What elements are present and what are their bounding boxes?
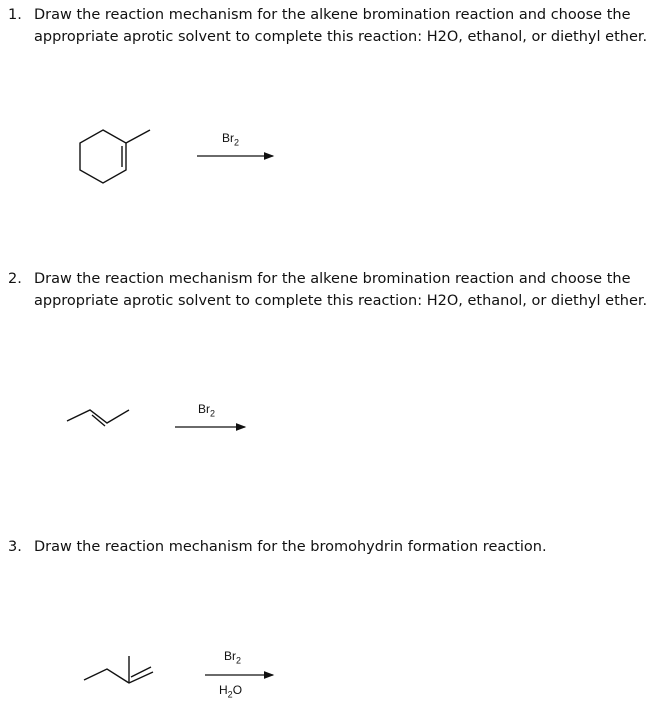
reagent-label-1: $Br_2$ [222,131,240,148]
methylcyclohexene-structure [80,130,150,183]
question-number: 2. [8,271,22,287]
reagent-label-3-top: $Br_2$ [224,649,242,666]
question-text: Draw the reaction mechanism for the alkene bromination reaction and choose the appropriate aprotic solvent to complete this reaction: H2O, ethanol, or diethyl ether. [34,7,648,45]
question-text: Draw the reaction mechanism for the bromohydrin formation reaction. [34,539,547,555]
reagent-label-3-bottom: $H_2O$ [219,683,243,700]
question-text: Draw the reaction mechanism for the alkene bromination reaction and choose the appropriate aprotic solvent to complete this reaction: H2O, ethanol, or diethyl ether. [34,271,648,309]
reagent-label-2: $Br_2$ [198,402,216,419]
methylbutene-structure [84,656,153,683]
question-number: 1. [8,7,22,23]
question-number: 3. [8,539,22,555]
butene-structure [67,410,129,426]
